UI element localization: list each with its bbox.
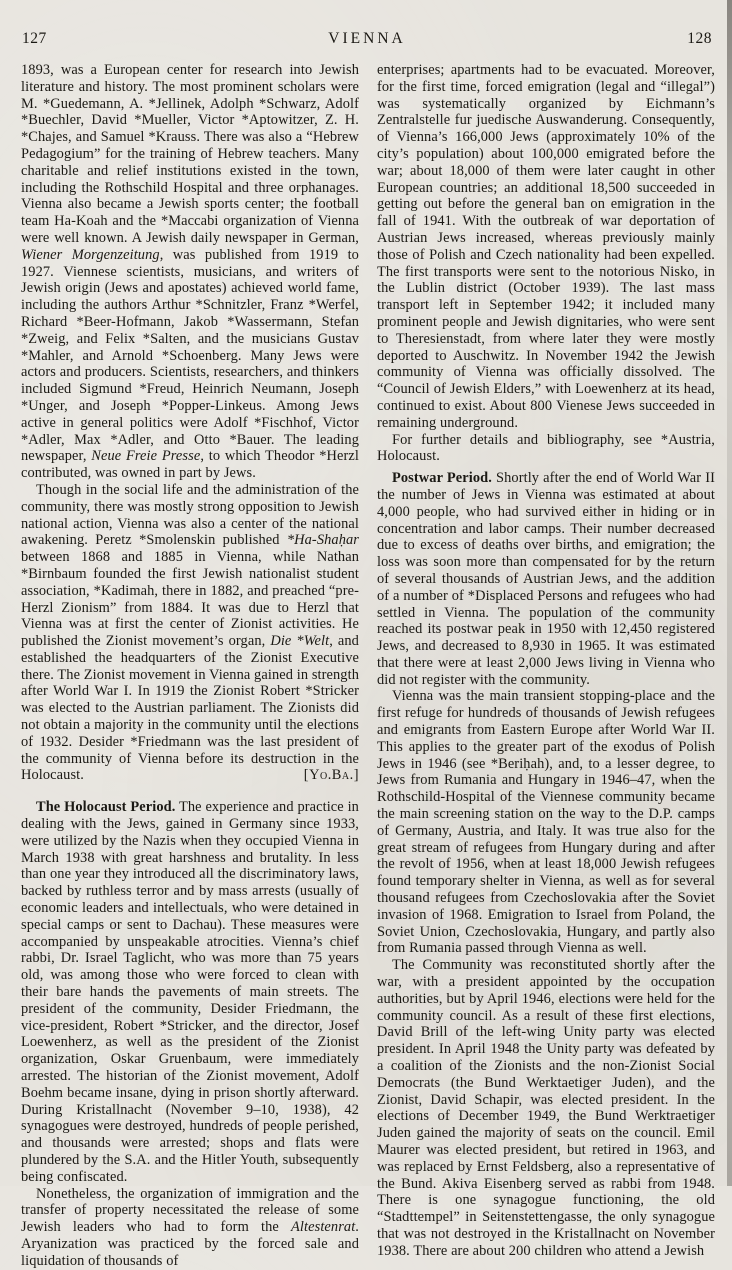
author-signature: [Yo.Ba.]: [303, 767, 359, 784]
paragraph: [377, 470, 715, 688]
paragraph: [21, 799, 359, 1185]
paragraph: [21, 62, 359, 482]
page-number-left: 127: [22, 30, 47, 47]
article-columns: [0, 48, 732, 1270]
text-segment: Altestenrat: [291, 1219, 356, 1236]
text-segment: , and established the headquarters of the Zionist Executive there. The Zionist movement in Vienna gained in strength after World War I. In 1919 the Zionist Robert *Stricker was elected to the Austrian parliament. The Zionists did not obtain a majority in the community until the elections of 1932. Desider *Friedmann was the last president of the community of Vienna before its destruction in the Holocaust.: [21, 633, 359, 784]
text-segment: between 1868 and 1885 in Vienna, while Nathan *Birnbaum founded the first Jewish nationalist student association, *Kadimah, there in 1882, and preached “pre-Herzl Zionism” from 1884. It was due to Herzl that Vienna was at first the center of Zionist activities. He published the Zionist movement’s organ,: [21, 549, 359, 650]
paragraph: [21, 482, 359, 784]
paragraph: [377, 62, 715, 432]
paragraph: [21, 1186, 359, 1270]
column-right: [377, 62, 715, 1270]
paragraph: [377, 957, 715, 1259]
text-segment: The Community was reconstituted shortly after the war, with a president appointed by the occupation authorities, but by April 1946, elections were held for the community council. As a result of these first elections, David Brill of the left-wing Unity party was elected president. In April 1948 the Unity party was defeated by a coalition of the Zionists and the non-Zionist Social Democrats (the Bund Werktaetiger Juden), and the Zionist, David Schapir, was elected president. In the elections of December 1949, the Bund Werktraetiger Juden gained the majority of seats on the council. Emil Maurer was elected president, but retired in 1963, and was replaced by Ernst Feldsberg, also a representative of the Bund. Akiva Eisenberg served as rabbi from 1948. There is one synagogue functioning, the old “Stadttempel” in Seitenstettengasse, the only synagogue that was not destroyed in the Kristallnacht on November 1938. There are about 200 children who attend a Jewish: [377, 957, 715, 1259]
text-segment: Vienna was the main transient stopping-place and the first refuge for hundreds of thousands of Jewish refugees and emigrants from Eastern Europe after World War II. This applies to the greater part of the exodus of Polish Jews in 1946 (see *Beriḥah), and, to a lesser degree, to Jews from Rumania and Hungary in 1946–47, when the Rothschild-Hospital of the Viennese community became the main screening station on the way to the D.P. camps of Germany, Austria, and Italy. It was true also for the great stream of refugees from Hungary during and after the revolt of 1956, when at least 18,000 Jewish refugees found temporary shelter in Vienna, as well as for several thousand refugees from Czechoslovakia after the Soviet invasion of 1968. Emigration to Israel from Poland, the Soviet Union, Czechoslovakia, Hungary, and partly also from Rumania passed through Vienna as well.: [377, 688, 715, 957]
text-segment: Nonetheless, the organization of immigration and the transfer of property necessitated the release of some Jewish leaders who had to form the: [21, 1185, 359, 1236]
text-segment: Though in the social life and the administration of the community, there was mostly strong opposition to Jewish national action, Vienna was also a center of the national awakening. Peretz *Smolenskin published: [21, 481, 359, 549]
page-number-right: 128: [687, 30, 712, 47]
text-segment: Wiener Morgenzeitung: [21, 246, 160, 263]
text-segment: , was published from 1919 to 1927. Viennese scientists, musicians, and writers of Jewish origin (Jews and apostates) achieved world fame, including the authors Arthur *Schnitzler, Franz *Werfel, Richard *Beer-Hofmann, Jakob *Wassermann, Stefan *Zweig, and Felix *Salten, and the musicians Gustav *Mahler, and Arnold *Schoenberg. Many Jews were actors and producers. Scientists, researchers, and thinkers included Sigmund *Freud, Heinrich Neumann, Joseph *Unger, and Joseph *Popper-Linkeus. Among Jews active in general politics were Adolf *Fischhof, Victor *Adler, Max *Adler, and Otto *Bauer. The leading newspaper,: [21, 246, 359, 465]
text-segment: For further details and bibliography, see *Austria, Holocaust.: [377, 431, 715, 465]
text-segment: Postwar Period.: [392, 470, 492, 487]
page-header: [0, 0, 732, 48]
text-segment: *Ha-Shaḥar: [286, 532, 359, 549]
page-title: VIENNA: [328, 30, 406, 47]
text-segment: . Aryanization was practiced by the forced sale and liquidation of thousands of: [21, 1219, 359, 1269]
text-segment: Shortly after the end of World War II the number of Jews in Vienna was estimated at about 4,000 people, who had survived either in hiding or in concentration and labor camps. Their number decreased due to excess of deaths over births, and emigration; the loss was soon more than compensated for by the return of several thousands of Austrian Jews, and the addition of a number of *Displaced Persons and refugees who had settled in Vienna. The population of the community reached its postwar peak in 1950 with 12,450 registered Jews, and decreased to 8,930 in 1965. It was estimated that there were at least 2,000 Jews living in Vienna who did not register with the community.: [377, 470, 715, 688]
text-segment: The experience and practice in dealing with the Jews, gained in Germany since 1933, were utilized by the Nazis when they occupied Vienna in March 1938 with great harshness and brutality. In less than one year they introduced all the discriminatory laws, backed by ruthless terror and by mass arrests (usually of economic leaders and intellectuals, who were detained in special camps or sent to Dachau). These measures were accompanied by unspeakable atrocities. Vienna’s chief rabbi, Dr. Israel Taglicht, who was more than 75 years old, was among those who were forced to clean with their bare hands the pavements of main streets. The president of the community, Desider Friedmann, the vice-president, Robert *Stricker, and the director, Josef Loewenherz, as well as the president of the Zionist organization, Oskar Gruenbaum, were immediately arrested. The historian of the Zionist movement, Adolf Boehm became insane, dying in prison shortly afterward. During Kristallnacht (November 9–10, 1938), 42 synagogues were destroyed, hundreds of people perished, and thousands were arrested; shops and flats were plundered by the S.A. and the Hitler Youth, subsequently being confiscated.: [21, 799, 359, 1185]
text-segment: Die *Welt: [270, 633, 330, 650]
text-segment: 1893, was a European center for research into Jewish literature and history. The most prominent scholars were M. *Guedemann, A. *Jellinek, Adolph *Schwarz, Adolf *Buechler, David *Mueller, Victor *Aptowitzer, Z. H. *Chajes, and Samuel *Krauss. There was also a “Hebrew Pedagogium” for the training of Hebrew teachers. Many charitable and relief institutions existed in the town, including the Rothschild Hospital and three orphanages. Vienna also became a Jewish sports center; the football team Ha-Koah and the *Maccabi organization of Vienna were well known. A Jewish daily newspaper in German,: [21, 62, 359, 246]
column-left: [21, 62, 359, 1270]
paragraph: [377, 432, 715, 466]
paragraph: [377, 688, 715, 957]
text-segment: enterprises; apartments had to be evacuated. Moreover, for the first time, forced emigration (legal and “illegal”) was systematically organized by Eichmann’s Zentralstelle fur juedische Auswanderung. Consequently, of Vienna’s 166,000 Jews (approximately 10% of the city’s population) about 100,000 emigrated before the war; about 18,000 of them were later caught in other European countries; an additional 18,500 succeeded in getting out before the general ban on emigration in the fall of 1941. With the outbreak of war deportation of Austrian Jews increased, whereas previously mainly those of Polish and Czech nationality had been expelled. The first transports were sent to the notorious Nisko, in the Lublin district (October 1939). The last mass transport left in September 1942; it included many prominent people and Jewish dignitaries, who were sent to Theresienstadt, from where later they were mostly deported to Auschwitz. In November 1942 the Jewish community of Vienna was officially dissolved. The “Council of Jewish Elders,” with Loewenherz at its head, continued to exist. About 800 Vienese Jews succeeded in remaining underground.: [377, 62, 715, 431]
text-segment: Neue Freie Presse: [91, 448, 201, 465]
text-segment: The Holocaust Period.: [36, 799, 176, 816]
text-segment: , to which Theodor *Herzl contributed, was owned in part by Jews.: [21, 448, 359, 482]
